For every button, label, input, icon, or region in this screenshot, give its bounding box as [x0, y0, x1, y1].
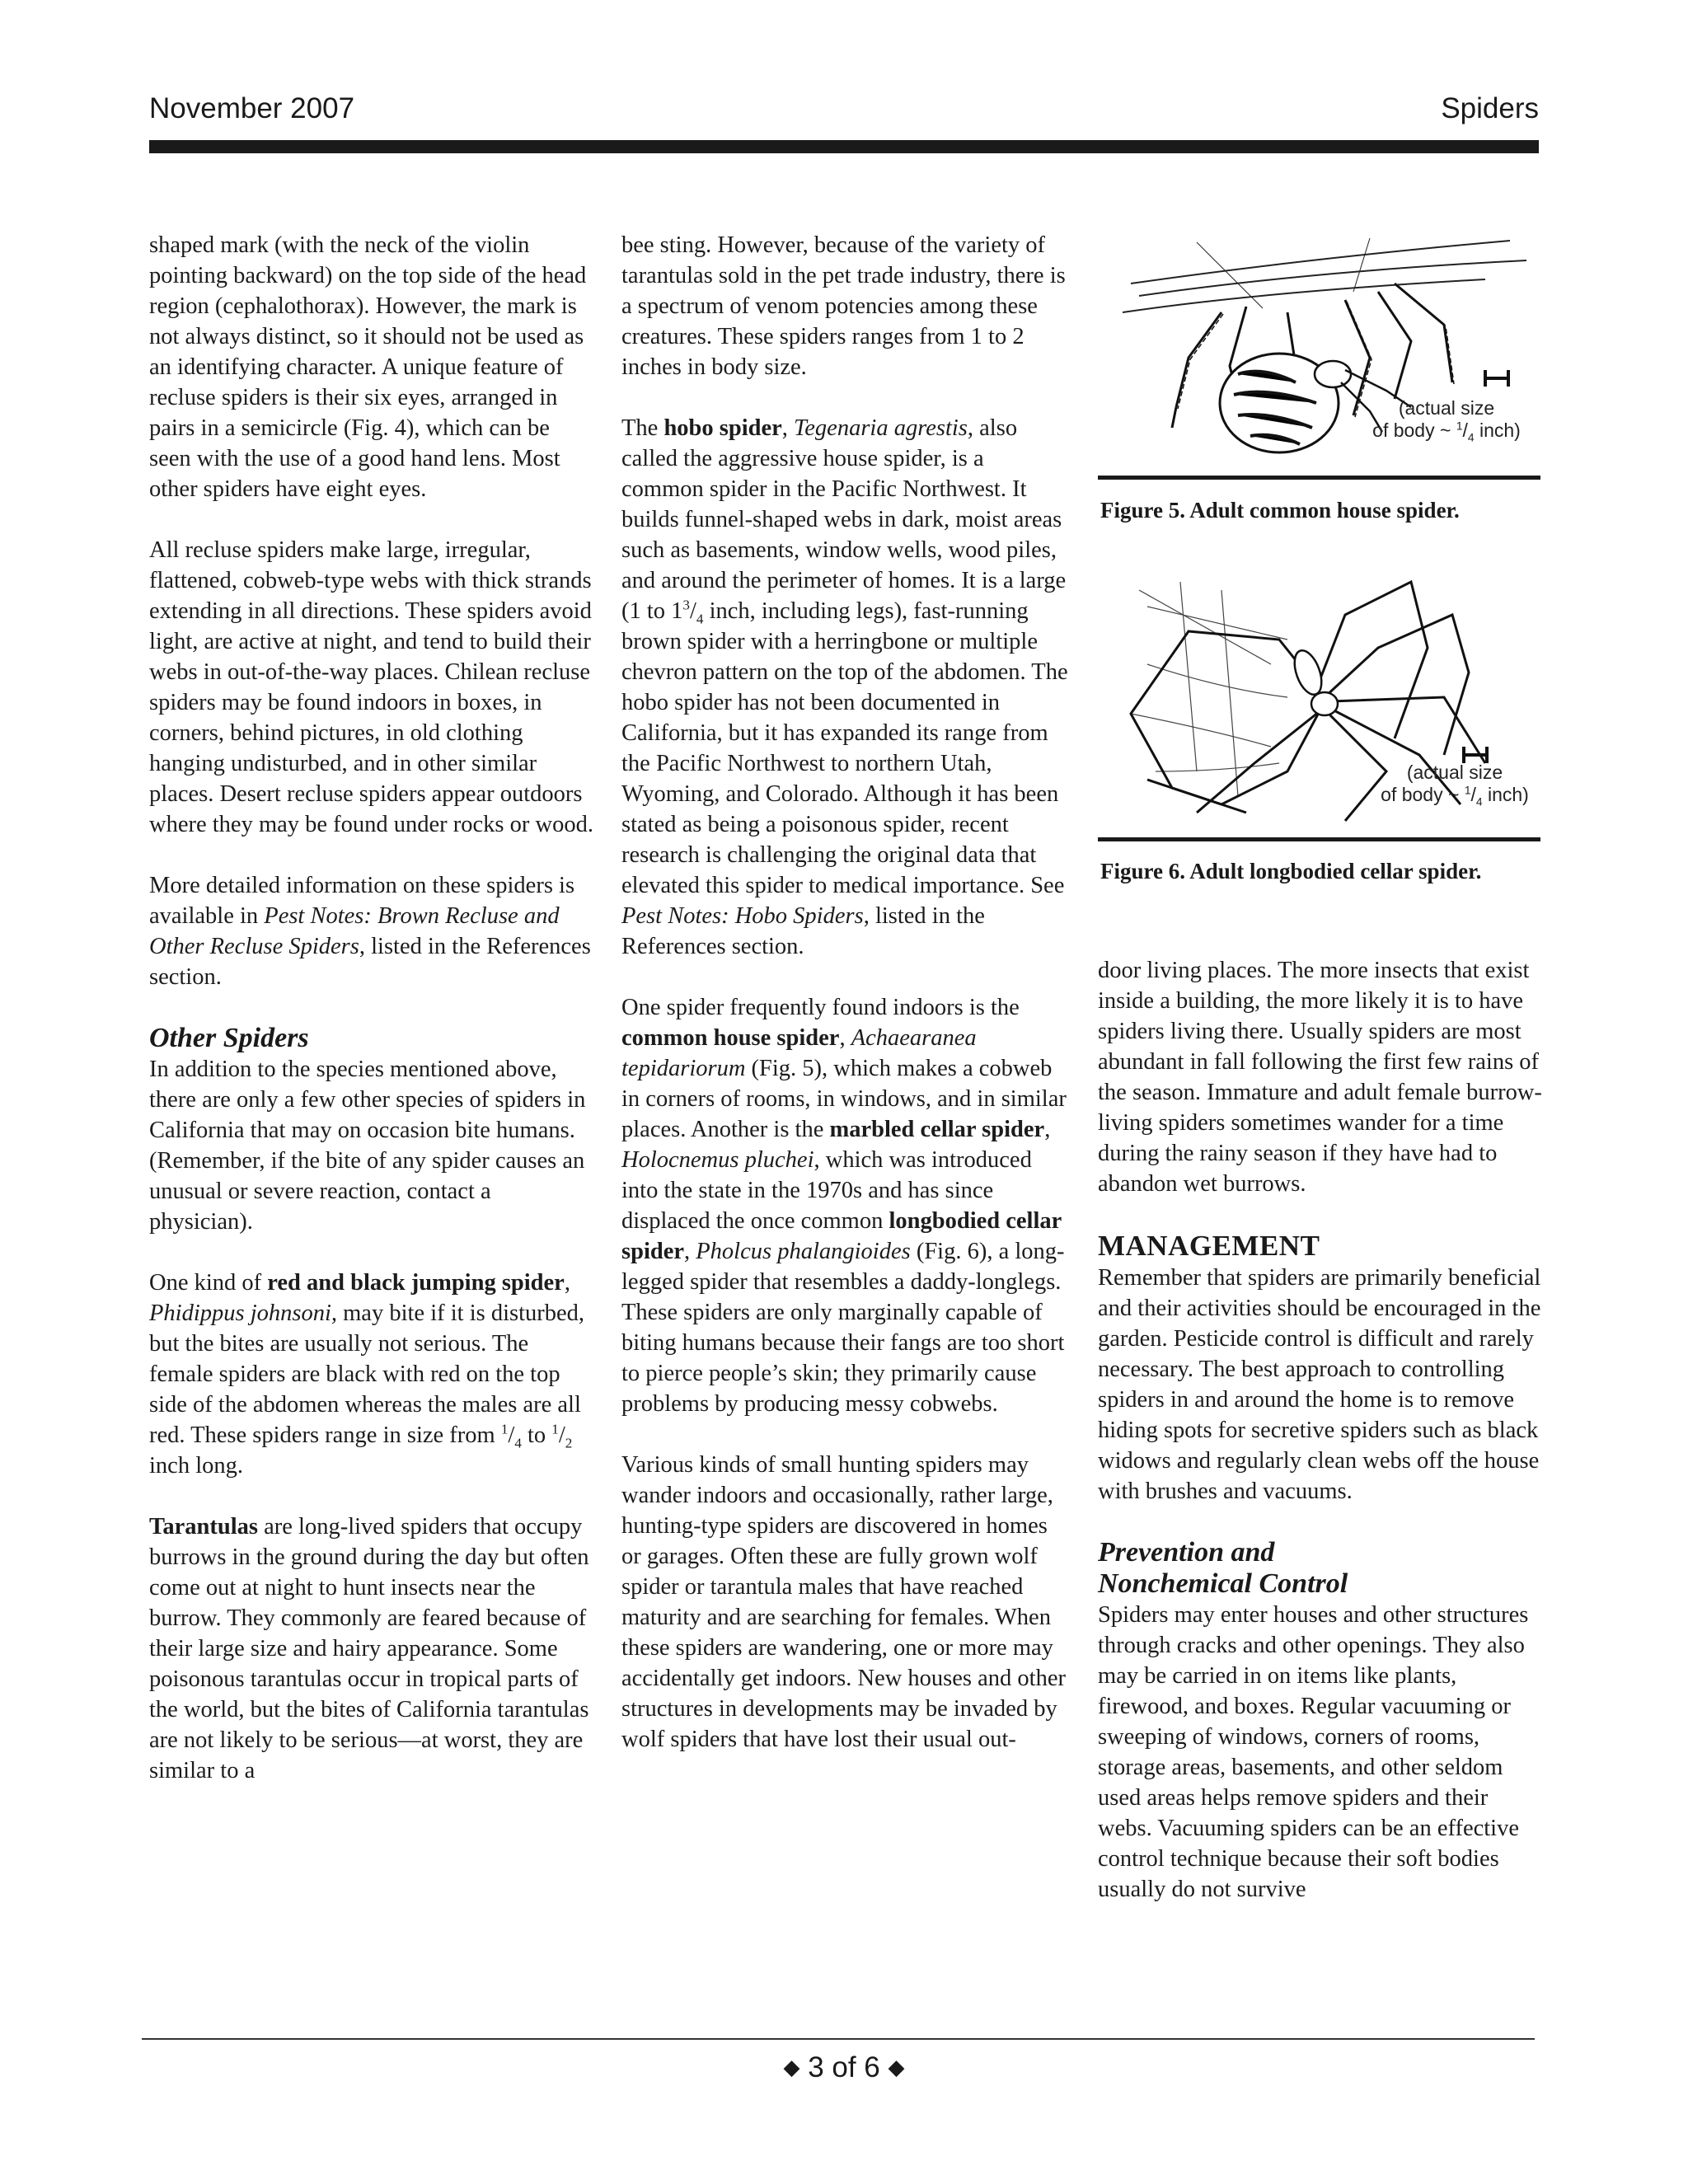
scientific-name: Tegenaria agrestis [794, 415, 968, 441]
scientific-name: Holocnemus pluchei [621, 1147, 814, 1173]
reference-title: Pest Notes: Hobo Spiders [621, 903, 864, 929]
scientific-name: Phidippus johnsoni, [149, 1301, 338, 1326]
header-rule [149, 140, 1539, 153]
paragraph: bee sting. However, because of the variety of tarantulas sold in the pet trade industry, there is a spectrum of venom potencies among these creatures. These spiders ranges from 1 to 2 inches in body size. [621, 232, 1066, 380]
column-2 [621, 230, 1071, 1755]
paragraph: More detailed information on these spiders is available in Pest Notes: Brown Recluse and Other Recluse Spiders, listed in the References section. [149, 873, 591, 990]
section-heading-prevention: Prevention and Nonchemical Control [1098, 1537, 1348, 1599]
header-title: Spiders [1441, 92, 1539, 124]
reference-title: Pest Notes: Brown Recluse and Other Recluse Spiders [149, 903, 560, 959]
column-3 [1098, 955, 1543, 1905]
spider-name: red and black jumping spider [267, 1270, 565, 1296]
paragraph: Various kinds of small hunting spiders may wander indoors and occasionally, rather large, hunting-type spiders are discovered in homes or garages. Often these are fully grown wolf spider or tarantula males that have reached maturity and are searching for females. When these spiders are wandering, one or more may accidentally get indoors. New houses and other structures in developments may be invaded by wolf spiders that have lost their usual out- [621, 1452, 1066, 1752]
figure-5-caption: Figure 5. Adult common house spider. [1100, 498, 1460, 523]
paragraph: shaped mark (with the neck of the violin pointing backward) on the top side of the head region (cephalothorax). However, the mark is not always distinct, so it should not be used as an identifying character. A unique feature of recluse spiders is their six eyes, arranged in pairs in a semicircle (Fig. 4), which can be seen with the use of a good hand lens. Most other spiders have eight eyes. [149, 232, 587, 502]
spider-name: hobo spider [663, 415, 782, 441]
paragraph: Tarantulas are long-lived spiders that occupy burrows in the ground during the day but often come out at night to hunt insects near the burrow. They commonly are feared because of their large size and hairy appearance. Some poisonous tarantulas occur in tropical parts of the world, but the bites of California tarantulas are not likely to be serious—at worst, they are similar to a [149, 1514, 589, 1783]
footer-rule [142, 2038, 1535, 2040]
diamond-arrow-right-icon: ◆ [888, 2055, 905, 2079]
spider-name: common house spider [621, 1025, 840, 1051]
figure-6-scale-label: (actual size of body ~ $^1/_4$ inch) [1381, 762, 1529, 808]
spider-name: marbled cellar spider [829, 1117, 1045, 1142]
section-heading-other-spiders: Other Spiders [149, 1023, 309, 1053]
paragraph: One spider frequently found indoors is the common house spider, Achaearanea tepidariorum (Fig. 5), which makes a cobweb in corners of rooms, in windows, and in similar places. Another is the marbled cellar spider, Holocnemus pluchei, which was introduced into the state in the 1970s and has since displaced the once common longbodied cellar spider, Pholcus phalangioides (Fig. 6), a long-legged spider that resembles a daddy-longlegs. These spiders are only marginally capable of biting humans because their fangs are too short to pierce people’s skin; they primarily cause problems by producing messy cobwebs. [621, 995, 1067, 1417]
paragraph: Spiders may enter houses and other structures through cracks and other openings. They also may be carried in on items like plants, firewood, and boxes. Regular vacuuming or sweeping of windows, corners of rooms, storage areas, basements, and other seldom used areas helps remove spiders and their webs. Vacuuming spiders can be an effective control technique because their soft bodies usually do not survive [1098, 1602, 1529, 1902]
figure-6-caption: Figure 6. Adult longbodied cellar spider. [1100, 859, 1482, 883]
figure-5-rule [1098, 476, 1540, 480]
paragraph: The hobo spider, Tegenaria agrestis, also called the aggressive house spider, is a common spider in the Pacific Northwest. It builds funnel-shaped webs in dark, moist areas such as basements, window wells, wood piles, and around the perimeter of homes. It is a large (1 to $1^3/_4$ inch, including legs), fast-running brown spider with a herringbone or multiple chevron pattern on the top of the abdomen. The hobo spider has not been documented in California, but it has expanded its range from the Pacific Northwest to northern Utah, Wyoming, and Colorado. Although it has been stated as being a poisonous spider, recent research is challenging the original data that elevated this spider to medical importance. See Pest Notes: Hobo Spiders, listed in the References section. [621, 415, 1068, 959]
paragraph: In addition to the species mentioned above, there are only a few other species of spiders in California that may on occasion bite humans. (Remember, if the bite of any spider causes an unusual or severe reaction, contact a physician). [149, 1057, 586, 1235]
paragraph: All recluse spiders make large, irregular, flattened, cobweb-type webs with thick strands extending in all directions. These spiders avoid light, are active at night, and tend to build their webs in out-of-the-way places. Chilean recluse spiders may be found indoors in boxes, in corners, behind pictures, in old clothing hanging undisturbed, and in other similar places. Desert recluse spiders appear outdoors where they may be found under rocks or wood. [149, 537, 593, 837]
spider-name: Tarantulas [149, 1514, 258, 1540]
diamond-arrow-left-icon: ◆ [783, 2055, 800, 2079]
figure-6-rule [1098, 837, 1540, 841]
section-heading-management: MANAGEMENT [1098, 1230, 1320, 1262]
spider-name: longbodied cellar spider [621, 1208, 1062, 1264]
paragraph: door living places. The more insects that exist inside a building, the more likely it is to have spiders living there. Usually spiders are most abundant in fall following the first few rains of the season. Immature and adult female burrow-living spiders sometimes wander for a time during the rainy season if they have had to abandon wet burrows. [1098, 958, 1542, 1197]
column-1 [149, 230, 594, 1786]
figure-5-scale-label: (actual size of body ~ $^1/_4$ inch) [1372, 397, 1521, 444]
scientific-name: Achaearanea tepidariorum [621, 1025, 977, 1081]
page-number: ◆ 3 of 6 ◆ [783, 2051, 905, 2083]
scientific-name: Pholcus phalangioides [696, 1239, 911, 1264]
paragraph: One kind of red and black jumping spider, Phidippus johnsoni, may bite if it is disturbed, but the bites are usually not serious. The female spiders are black with red on the top side of the abdomen whereas the males are all red. These spiders range in size from $^1/_4$ to $^1/_2$ inch long. [149, 1270, 585, 1479]
header-date: November 2007 [149, 92, 355, 124]
paragraph: Remember that spiders are primarily beneficial and their activities should be encouraged in the garden. Pesticide control is difficult and rarely necessary. The best approach to controlling spiders in and around the home is to remove hiding spots for secretive spiders such as black widows and regularly clean webs off the house with brushes and vacuums. [1098, 1265, 1541, 1504]
